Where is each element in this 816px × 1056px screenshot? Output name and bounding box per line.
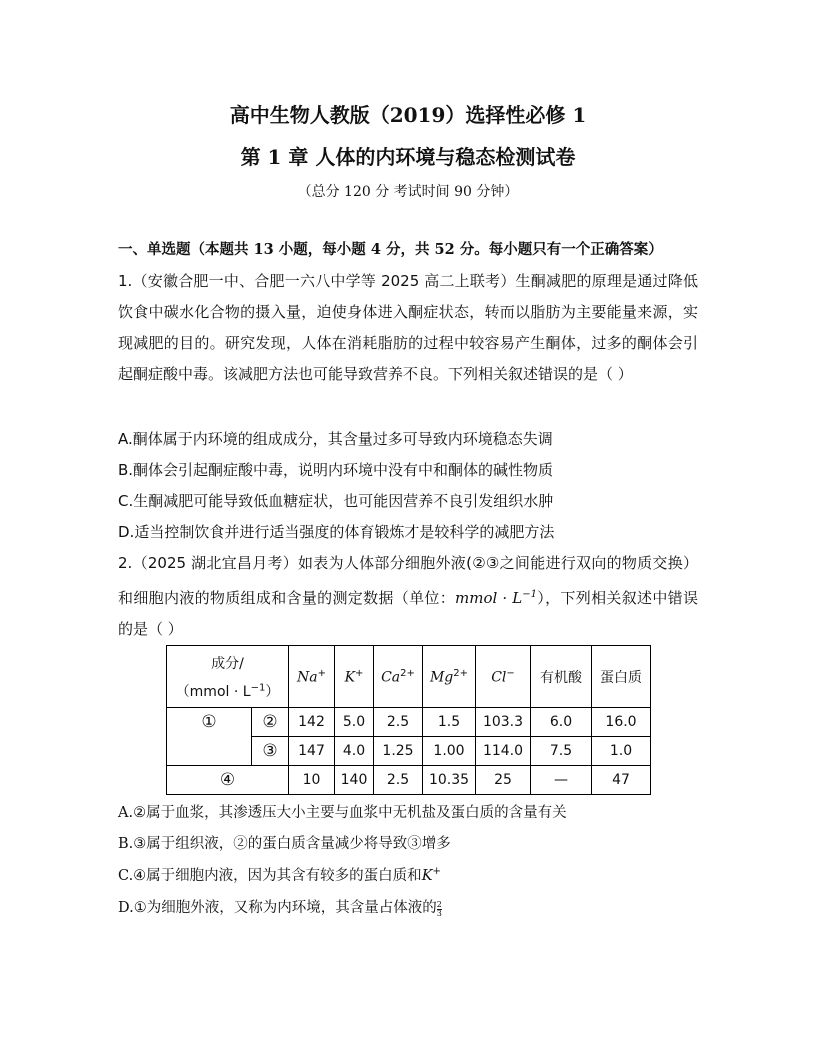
fraction-denominator: 3: [436, 909, 442, 918]
column-header: $Ca^{2+}$: [374, 646, 423, 708]
question-2-stem-a: 2.（2025 湖北宜昌月考）如表为人体部分细胞外液(②③之间能进行双向的物质交换）和细胞内液的物质组成和含量的测定数据（单位：: [118, 554, 698, 607]
table-cell: 2.5: [374, 708, 423, 737]
column-header: K+: [335, 646, 374, 708]
table-cell: 47: [592, 766, 651, 795]
question-1-option-b: B.酮体会引起酮症酸中毒，说明内环境中没有中和酮体的碱性物质: [118, 461, 554, 479]
header-unit-exp: −1: [250, 681, 266, 693]
composition-table: [166, 645, 651, 795]
option-d-text: D.①为细胞外液，又称为内环境，其含量占体液的: [118, 900, 437, 916]
fraction: [437, 901, 442, 918]
document-title: 高中生物人教版（2019）选择性必修 1: [229, 103, 587, 127]
table-cell: 25: [476, 766, 531, 795]
column-header: Cl−: [476, 646, 531, 708]
column-header: 有机酸: [531, 646, 592, 708]
table-cell: 142: [289, 708, 335, 737]
table-cell: 5.0: [335, 708, 374, 737]
fraction-numerator: 2: [436, 900, 442, 909]
exam-info: （总分 120 分 考试时间 90 分钟）: [297, 184, 519, 200]
section-heading: 一、单选题（本题共 13 小题，每小题 4 分，共 52 分。每小题只有一个正确答案）: [118, 241, 663, 258]
table-cell: 4.0: [335, 737, 374, 766]
header-unit: （mmol · L: [175, 683, 251, 700]
question-1-option-a: A.酮体属于内环境的组成成分，其含量过多可导致内环境稳态失调: [118, 430, 553, 448]
question-2-option-d: [118, 896, 442, 918]
table-row: [167, 766, 651, 795]
table-cell: 147: [289, 737, 335, 766]
row-label: ②: [252, 708, 289, 737]
question-2-stem-b: ），下列相关叙述中错误的是（ ）: [118, 589, 698, 638]
header-unit-close: ）: [265, 683, 280, 700]
table-cell: 10: [289, 766, 335, 795]
table-cell: 1.5: [423, 708, 476, 737]
row-label: ④: [167, 766, 289, 795]
group-label-extracellular: ①: [167, 708, 252, 766]
table-cell: 6.0: [531, 708, 592, 737]
option-c-text: C.④属于细胞内液，因为其含有较多的蛋白质和: [118, 868, 422, 884]
header-label-line1: 成分/: [211, 655, 244, 672]
question-2-option-c: [118, 864, 441, 885]
question-1-option-c: C.生酮减肥可能导致低血糖症状，也可能因营养不良引发组织水肿: [118, 492, 554, 510]
question-2-option-b: B.③属于组织液，②的蛋白质含量减少将导致③增多: [118, 836, 451, 852]
potassium-symbol: K: [421, 868, 433, 884]
header-label-line2: [167, 681, 288, 701]
row-label: ③: [252, 737, 289, 766]
table-cell: 16.0: [592, 708, 651, 737]
header-label-cell: [167, 646, 289, 708]
column-header: Na+: [289, 646, 335, 708]
column-header: 蛋白质: [592, 646, 651, 708]
table-cell: 7.5: [531, 737, 592, 766]
table-cell: 1.25: [374, 737, 423, 766]
question-1-stem: 1.（安徽合肥一中、合肥一六八中学等 2025 高二上联考）生酮减肥的原理是通过降低饮食中碳水化合物的摄入量，迫使身体进入酮症状态，转而以脂肪为主要能量来源，实现减肥的目的。研究发现，人体在消耗脂肪的过程中较容易产生酮体，过多的酮体会引起酮症酸中毒。该减肥方法也可能导致营养不良。下列相关叙述错误的是（ ）: [118, 272, 698, 383]
table-cell: 114.0: [476, 737, 531, 766]
chapter-title: 第 1 章 人体的内环境与稳态检测试卷: [240, 145, 576, 169]
question-1-option-d: D.适当控制饮食并进行适当强度的体育锻炼才是较科学的减肥方法: [118, 523, 555, 541]
table-header-row: [167, 646, 651, 708]
table-cell: 2.5: [374, 766, 423, 795]
table-cell: 140: [335, 766, 374, 795]
unit-exponent: −1: [522, 589, 537, 600]
potassium-charge: +: [432, 866, 441, 878]
table-row: [167, 708, 651, 737]
table-cell: 1.0: [592, 737, 651, 766]
table-cell: 103.3: [476, 708, 531, 737]
column-header: $Mg^{2+}$: [423, 646, 476, 708]
table-cell: —: [531, 766, 592, 795]
question-2-option-a: A.②属于血浆，其渗透压大小主要与血浆中无机盐及蛋白质的含量有关: [118, 805, 567, 821]
table-cell: 10.35: [423, 766, 476, 795]
question-2-stem: [118, 548, 698, 645]
table-cell: 1.00: [423, 737, 476, 766]
unit-text: mmol · L: [455, 589, 523, 607]
